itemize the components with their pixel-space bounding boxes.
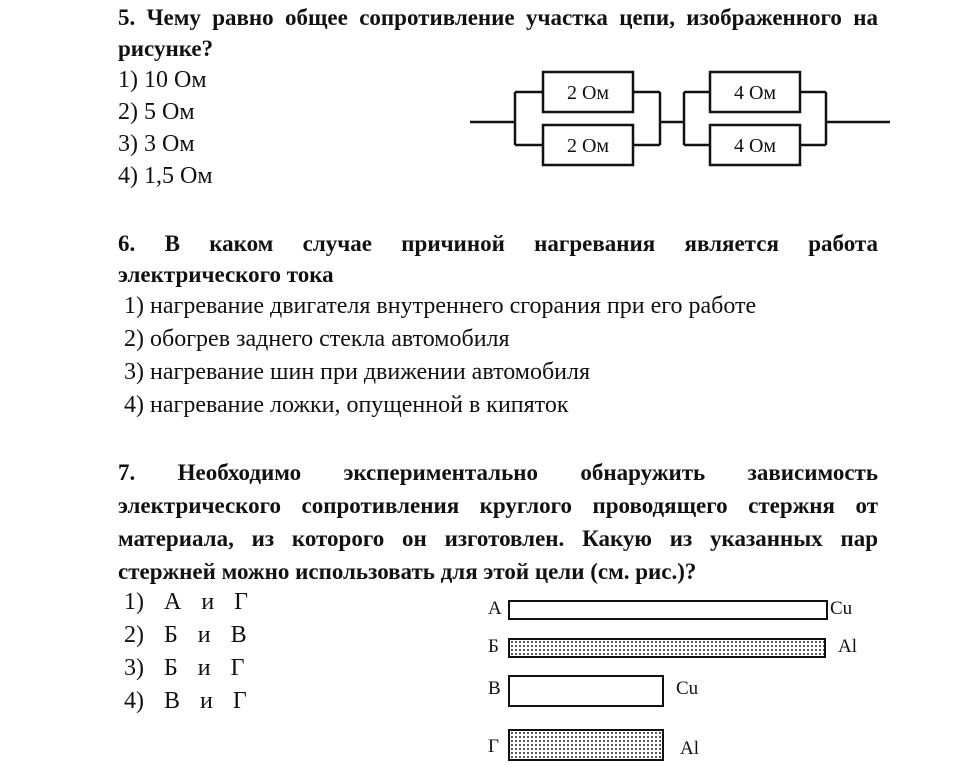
q7-option-1: 1) А и Г — [124, 589, 249, 615]
rod-d — [508, 729, 664, 761]
rod-a-label: А — [488, 598, 502, 619]
question-5-stem: 5. Чему равно общее сопротивление участка цепи, изображенного на рисунке? — [118, 5, 878, 61]
q5-option-2: 2) 5 Ом — [118, 99, 195, 125]
q7-option-3: 3) Б и Г — [124, 655, 245, 681]
rod-c-label: В — [488, 678, 501, 699]
rod-b-label: Б — [488, 636, 499, 657]
rod-a — [508, 600, 828, 620]
q5-option-3: 3) 3 Ом — [118, 131, 195, 157]
q5-option-4: 4) 1,5 Ом — [118, 163, 213, 189]
q5-option-1: 1) 10 Ом — [118, 67, 207, 93]
rod-b — [508, 638, 826, 658]
resistor-4-label: 4 Ом — [733, 135, 777, 157]
circuit-diagram — [470, 60, 890, 180]
resistor-1-label: 2 Ом — [566, 82, 610, 104]
rod-c — [508, 675, 664, 707]
rod-a-material: Cu — [830, 598, 853, 619]
resistor-3-label: 4 Ом — [733, 82, 777, 104]
resistor-2-label: 2 Ом — [566, 135, 610, 157]
question-6-stem: 6. В каком случае причиной нагревания является работа электрического тока — [118, 231, 878, 287]
rod-b-material: Al — [838, 636, 857, 657]
rod-d-material: Al — [680, 738, 699, 759]
q7-option-4: 4) В и Г — [124, 688, 247, 714]
q6-option-3: 3) нагревание шин при движении автомобиля — [124, 359, 591, 385]
rod-d-label: Г — [488, 736, 499, 757]
q6-option-1: 1) нагревание двигателя внутреннего сгорания при его работе — [124, 293, 757, 319]
q6-option-4: 4) нагревание ложки, опущенной в кипяток — [124, 392, 569, 418]
q7-option-2: 2) Б и В — [124, 622, 247, 648]
question-7-stem: 7. Необходимо экспериментально обнаружить зависимость электрического сопротивления круглого проводящего стержня от материала, из которого он изготовлен. Какую из указанных пар стержней можно использовать для этой цели (см. рис.)? — [118, 460, 878, 584]
rod-c-material: Cu — [676, 678, 699, 699]
q6-option-2: 2) обогрев заднего стекла автомобиля — [124, 326, 510, 352]
